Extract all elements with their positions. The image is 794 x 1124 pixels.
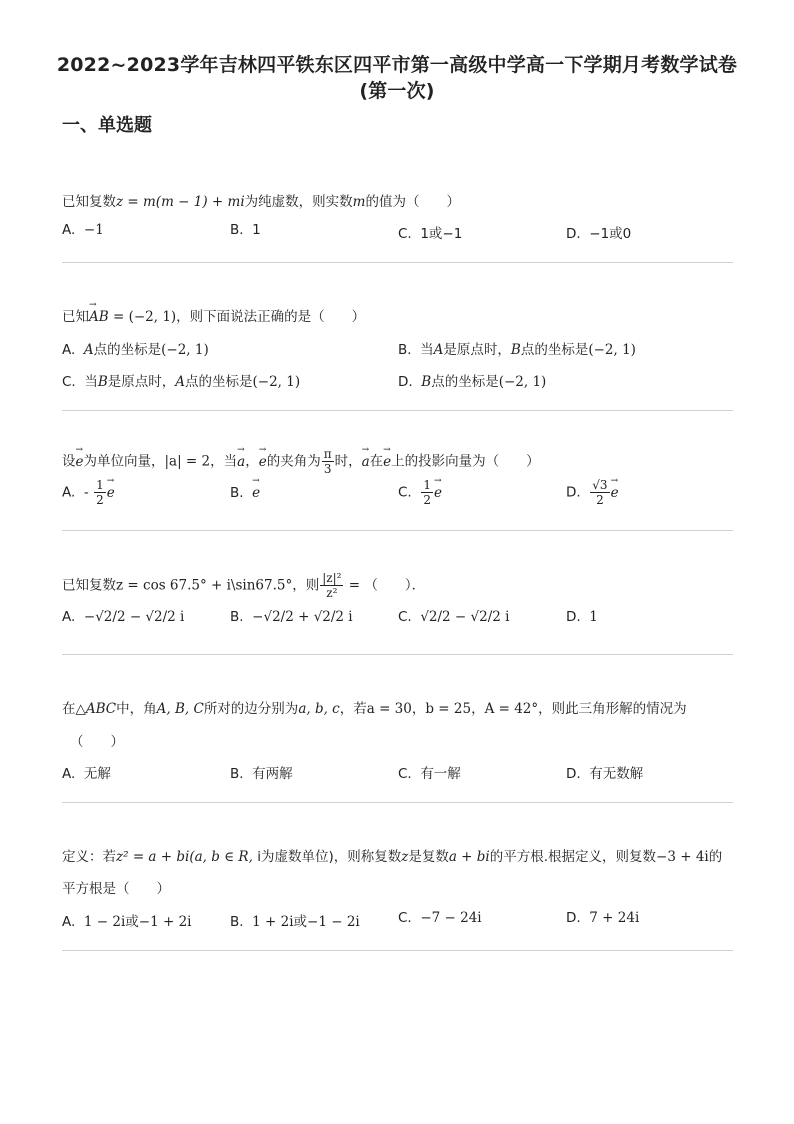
question-divider bbox=[62, 802, 733, 803]
question-6-option-b[interactable]: B. 1 + 2i或−1 − 2i bbox=[230, 914, 360, 930]
question-1-stem: 已知复数z = m(m − 1) + mi为纯虚数，则实数m的值为（ ） bbox=[62, 194, 460, 210]
question-4-option-d[interactable]: D. 1 bbox=[566, 609, 598, 625]
question-3-stem: 设→ e为单位向量，|a| = 2，当→ a，→ e的夹角为 $\frac{\pi}{3}$ 时，→ a在→ e上的投影向量为（ ） bbox=[62, 447, 540, 476]
question-6-stem-line2: 平方根是（ ） bbox=[62, 881, 170, 897]
question-5-stem: 在△ABC中，角A, B, C所对的边分别为a, b, c，若a = 30，b = 25，A = 42°，则此三角形解的情况为 bbox=[62, 701, 687, 717]
question-divider bbox=[62, 530, 733, 531]
question-6-option-a[interactable]: A. 1 − 2i或−1 + 2i bbox=[62, 914, 192, 930]
question-1-option-b[interactable]: B. 1 bbox=[230, 222, 261, 238]
exam-title: 2022~2023学年吉林四平铁东区四平市第一高级中学高一下学期月考数学试卷 bbox=[56, 54, 738, 76]
question-6-stem: 定义：若z² = a + bi(a, b ∈ R, i为虚数单位)，则称复数z是复数a + bi的平方根.根据定义，则复数−3 + 4i的 bbox=[62, 849, 723, 865]
question-5-option-c[interactable]: C. 有一解 bbox=[398, 766, 461, 782]
pi-over-3-fraction: $\frac{\pi}{3}$ bbox=[323, 447, 332, 476]
question-2-option-d[interactable]: D. B点的坐标是(−2, 1) bbox=[398, 374, 547, 390]
section-heading: 一、单选题 bbox=[62, 115, 152, 136]
question-5-option-d[interactable]: D. 有无数解 bbox=[566, 766, 644, 782]
question-1-option-d[interactable]: D. −1或0 bbox=[566, 226, 632, 242]
question-divider bbox=[62, 950, 733, 951]
question-divider bbox=[62, 262, 733, 263]
question-4-stem: 已知复数z = cos 67.5° + i\sin67.5°，则 $\frac{\text{|z|²}}{\text{z²}}$ = （ ）． bbox=[62, 571, 426, 600]
question-1-option-a[interactable]: A. −1 bbox=[62, 222, 104, 238]
question-1-option-c[interactable]: C. 1或−1 bbox=[398, 226, 463, 242]
question-5-option-a[interactable]: A. 无解 bbox=[62, 766, 111, 782]
question-4-option-b[interactable]: B. −√2/2 + √2/2 i bbox=[230, 609, 353, 625]
question-divider bbox=[62, 654, 733, 655]
question-6-option-c[interactable]: C. −7 − 24i bbox=[398, 910, 482, 926]
question-4-option-a[interactable]: A. −√2/2 − √2/2 i bbox=[62, 609, 185, 625]
question-2-stem: 已知→ AB = (−2, 1)，则下面说法正确的是（ ） bbox=[62, 305, 365, 325]
question-3-option-b[interactable]: B. → e bbox=[230, 485, 260, 501]
question-divider bbox=[62, 410, 733, 411]
exam-title-subtitle: (第一次) bbox=[359, 80, 435, 102]
question-5-option-b[interactable]: B. 有两解 bbox=[230, 766, 293, 782]
question-3-option-d[interactable]: D. $\frac{√3}{2}$ → e bbox=[566, 478, 619, 507]
question-2-option-a[interactable]: A. A点的坐标是(−2, 1) bbox=[62, 342, 209, 358]
question-4-option-c[interactable]: C. √2/2 − √2/2 i bbox=[398, 609, 510, 625]
question-3-option-a[interactable]: A. - $\frac{1}{2}$ → e bbox=[62, 478, 115, 507]
question-3-option-c[interactable]: C. $\frac{1}{2}$ → e bbox=[398, 478, 442, 507]
question-5-stem-line2: （ ） bbox=[70, 734, 124, 750]
question-2-option-b[interactable]: B. 当A是原点时，B点的坐标是(−2, 1) bbox=[398, 342, 636, 358]
question-2-option-c[interactable]: C. 当B是原点时，A点的坐标是(−2, 1) bbox=[62, 374, 301, 390]
modulus-fraction: $\frac{\text{|z|²}}{\text{z²}}$ bbox=[322, 571, 342, 600]
question-6-option-d[interactable]: D. 7 + 24i bbox=[566, 910, 640, 926]
